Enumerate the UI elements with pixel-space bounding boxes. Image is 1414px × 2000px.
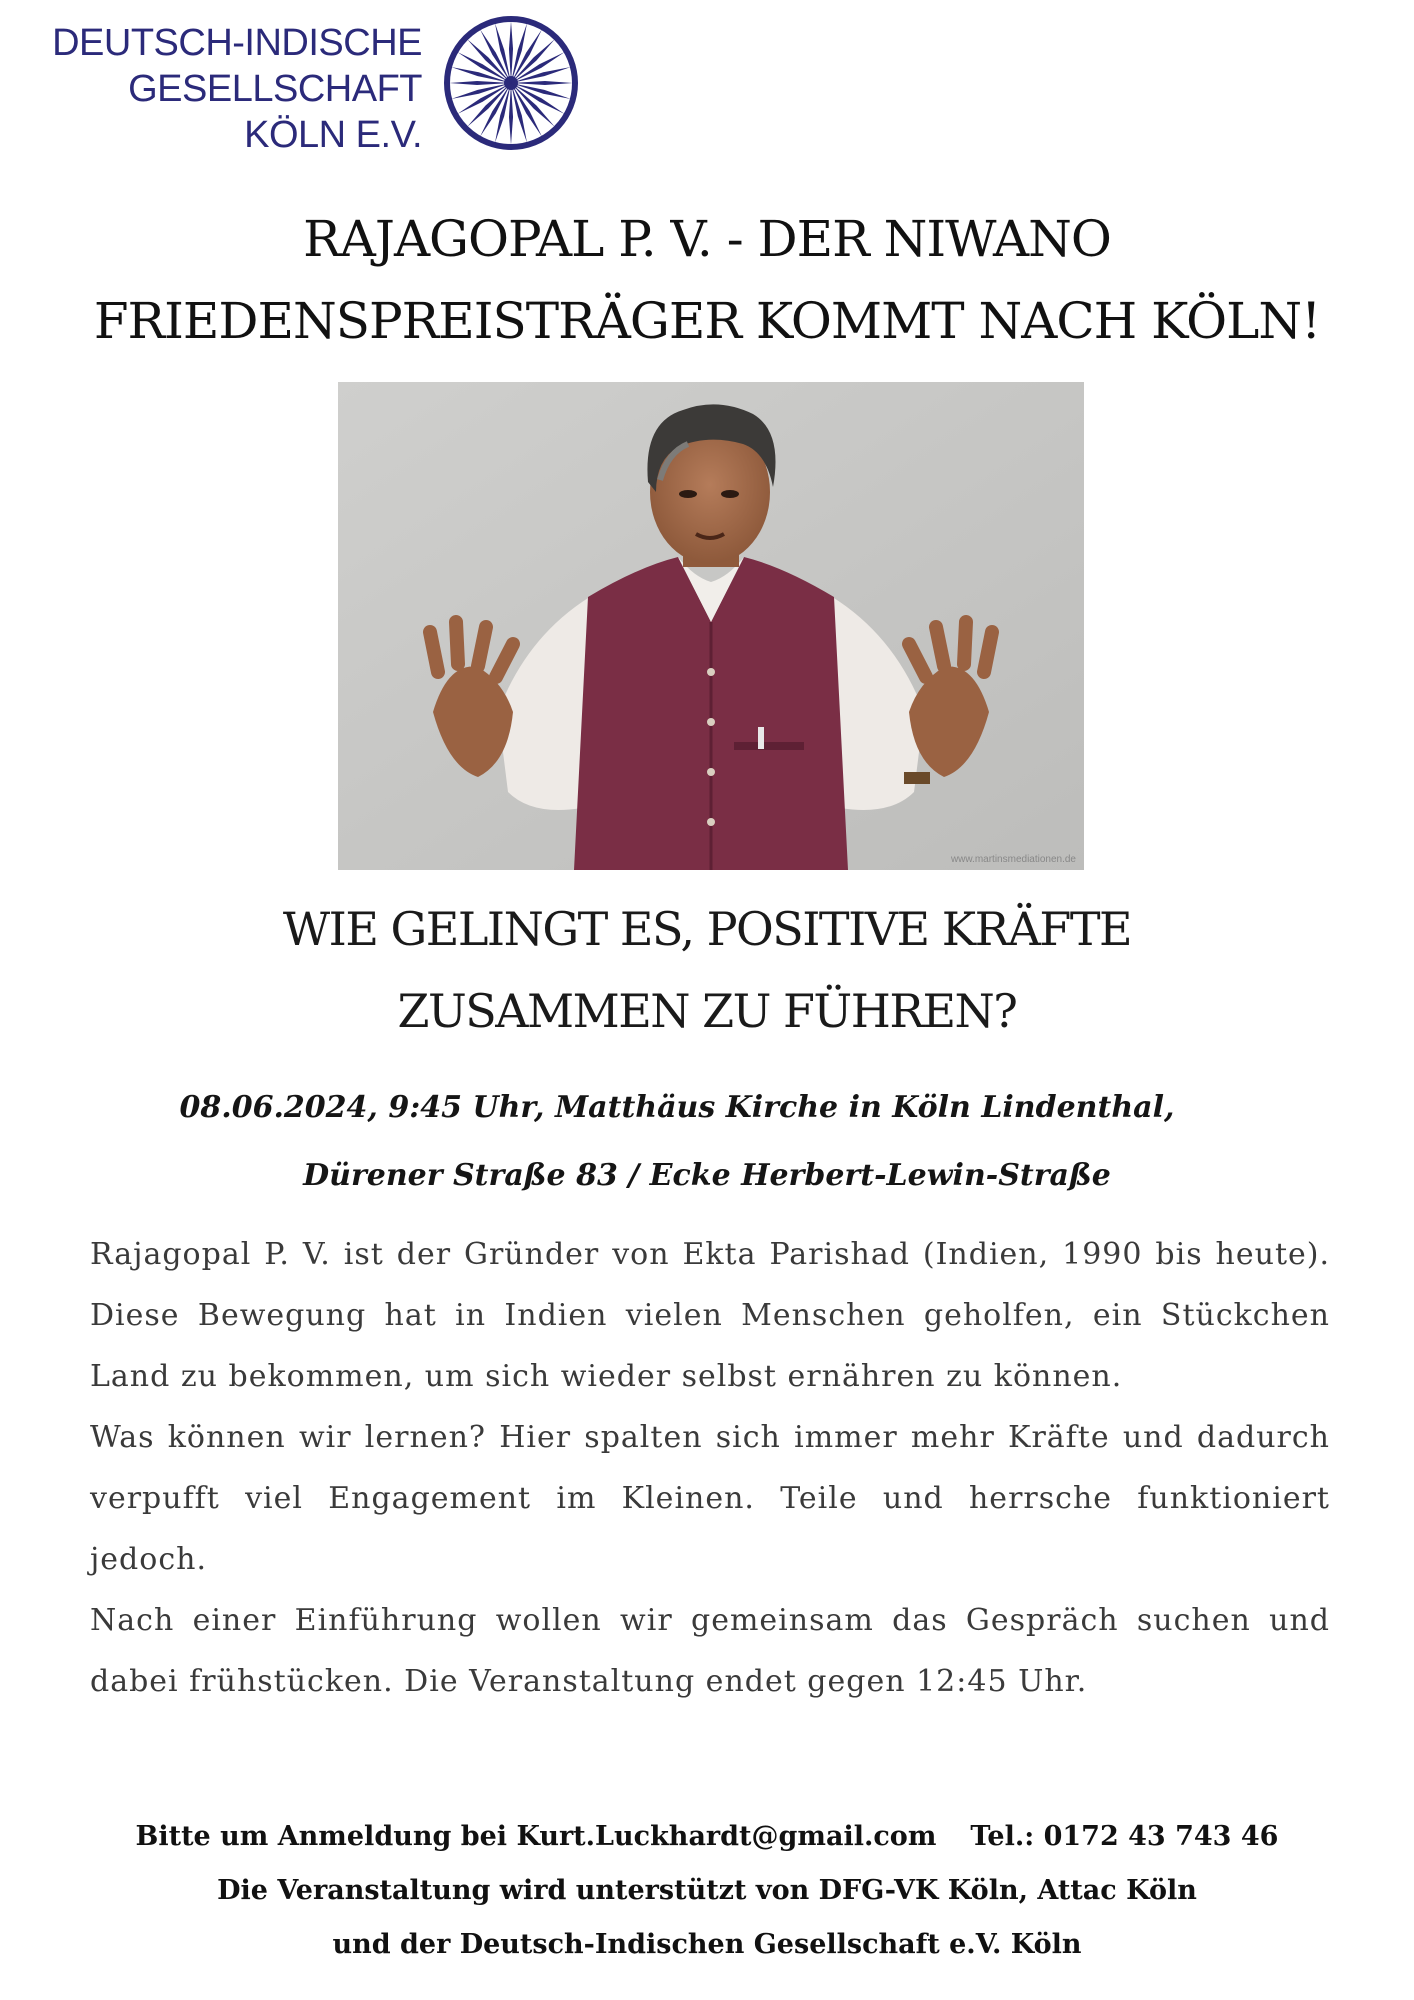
paragraph-2: Was können wir lernen? Hier spalten sich immer mehr Kräfte und dadurch verpufft viel Engagement im Kleinen. Teile und herrsche funktioniert jedoch. bbox=[90, 1420, 1330, 1577]
registration-email: Bitte um Anmeldung bei Kurt.Luckhardt@gmail.com bbox=[135, 1821, 937, 1852]
description-text bbox=[90, 1224, 1330, 1712]
logo-text bbox=[22, 20, 422, 158]
support-line-2: und der Deutsch-Indischen Gesellschaft e.V. Köln bbox=[332, 1929, 1082, 1960]
registration-line bbox=[0, 1810, 1414, 1864]
event-date-location: 08.06.2024, 9:45 Uhr, Matthäus Kirche in Köln Lindenthal, bbox=[179, 1090, 1175, 1125]
paragraph-3: Nach einer Einführung wollen wir gemeinsam das Gespräch suchen und dabei frühstücken. Die Veranstaltung endet gegen 12:45 Uhr. bbox=[90, 1603, 1330, 1699]
logo-line-2: GESELLSCHAFT bbox=[128, 68, 422, 110]
footer bbox=[0, 1810, 1414, 1972]
organization-logo bbox=[22, 8, 582, 158]
phone-number: Tel.: 0172 43 743 46 bbox=[970, 1821, 1279, 1852]
headline-line-2: FRIEDENSPREISTRÄGER KOMMT NACH KÖLN! bbox=[93, 292, 1321, 350]
event-address: Dürener Straße 83 / Ecke Herbert-Lewin-Straße bbox=[303, 1158, 1111, 1193]
photo-watermark: www.martinsmediationen.de bbox=[950, 854, 1076, 865]
question-line-2: ZUSAMMEN ZU FÜHREN? bbox=[397, 984, 1017, 1038]
question-heading bbox=[0, 888, 1414, 1052]
question-line-1: WIE GELINGT ES, POSITIVE KRÄFTE bbox=[282, 902, 1132, 956]
headline-line-1: RAJAGOPAL P. V. - DER NIWANO bbox=[303, 210, 1111, 268]
event-details bbox=[0, 1074, 1414, 1210]
ashoka-chakra-wheel-icon bbox=[440, 12, 582, 154]
paragraph-1: Rajagopal P. V. ist der Gründer von Ekta Parishad (Indien, 1990 bis heute). Diese Bewegung hat in Indien vielen Menschen geholfen, ein Stückchen Land zu bekommen, um sich wieder selbst ernähren zu können. bbox=[90, 1237, 1330, 1394]
speaker-photo bbox=[338, 382, 1084, 870]
support-line-1: Die Veranstaltung wird unterstützt von DFG-VK Köln, Attac Köln bbox=[217, 1875, 1197, 1906]
main-headline bbox=[0, 198, 1414, 362]
logo-line-3: KÖLN E.V. bbox=[244, 114, 422, 156]
logo-line-1: DEUTSCH-INDISCHE bbox=[52, 22, 422, 64]
